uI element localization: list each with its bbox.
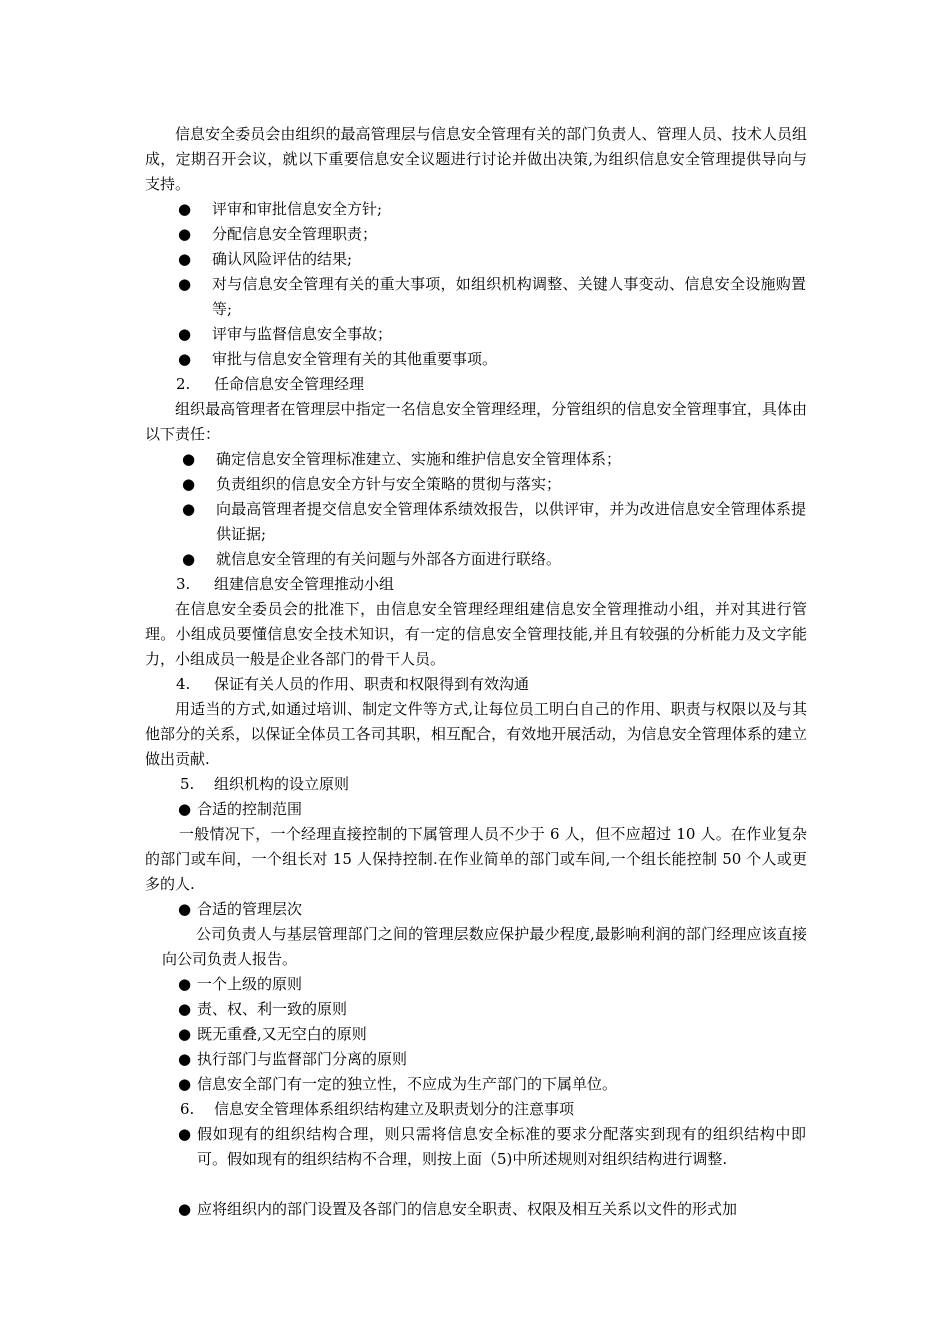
bullet-icon: ● [178, 1075, 192, 1093]
section-heading [180, 772, 349, 797]
bullet-icon: ● [178, 800, 192, 818]
list-item-text: 信息安全部门有一定的独立性，不应成为生产部门的下属单位。 [197, 1075, 618, 1093]
body-paragraph: 组织最高管理者在管理层中指定一名信息安全管理经理，分管组织的信息安全管理事宜，具体由以下责任： [145, 400, 807, 443]
list-item [178, 1122, 806, 1172]
list-item [182, 447, 806, 472]
list-item [182, 547, 806, 572]
list-item [178, 222, 806, 247]
section-heading [176, 372, 364, 397]
list-item [178, 972, 806, 997]
bullet-icon: ● [178, 350, 192, 368]
list-item [178, 197, 806, 222]
list-item [182, 497, 806, 547]
bullet-icon: ● [178, 1000, 192, 1018]
list-item [178, 272, 806, 322]
list-item-text: 应将组织内的部门设置及各部门的信息安全职责、权限及相互关系以文件的形式加 [197, 1200, 738, 1218]
section-number: 4. [176, 675, 191, 693]
list-item-text: 责、权、利一致的原则 [197, 1000, 348, 1018]
section-title: 信息安全管理体系组织结构建立及职责划分的注意事项 [214, 1100, 575, 1118]
list-item-text: 确认风险评估的结果; [212, 250, 353, 268]
list-item-text: 审批与信息安全管理有关的其他重要事项。 [212, 350, 498, 368]
list-item-text: 负责组织的信息安全方针与安全策略的贯彻与落实； [216, 475, 562, 493]
bullet-icon: ● [178, 200, 192, 218]
list-item-text: 评审与监督信息安全事故； [212, 325, 393, 343]
section-title: 组建信息安全管理推动小组 [214, 575, 395, 593]
bullet-icon: ● [178, 1050, 192, 1068]
bullet-icon: ● [182, 550, 196, 568]
body-paragraph: 一般情况下，一个经理直接控制的下属管理人员不少于 6 人，但不应超过 10 人。在作业复杂的部门或车间，一个组长对 15 人保持控制.在作业简单的部门或车间,一个组长能控制 50 个人或更多的人. [145, 825, 807, 893]
bullet-icon: ● [178, 1200, 192, 1218]
list-item-text: 对与信息安全管理有关的重大事项，如组织机构调整、关键人事变动、信息安全设施购置等; [212, 275, 806, 318]
bullet-icon: ● [178, 325, 192, 343]
list-item-text: 执行部门与监督部门分离的原则 [197, 1050, 408, 1068]
section-title: 组织机构的设立原则 [214, 775, 350, 793]
intro-paragraph: 信息安全委员会由组织的最高管理层与信息安全管理有关的部门负责人、管理人员、技术人员组成，定期召开会议，就以下重要信息安全议题进行讨论并做出决策,为组织信息安全管理提供导向与支持。 [145, 125, 807, 193]
list-item [178, 897, 806, 922]
list-item [178, 797, 806, 822]
section-number: 5. [180, 775, 195, 793]
list-item-text: 合适的管理层次 [197, 900, 303, 918]
section-heading [176, 672, 529, 697]
bullet-icon: ● [182, 450, 196, 468]
list-item [178, 247, 806, 272]
list-item-text: 分配信息安全管理职责； [212, 225, 378, 243]
list-item-text: 评审和审批信息安全方针; [212, 200, 383, 218]
section-number: 6. [180, 1100, 195, 1118]
list-item [178, 322, 806, 347]
section-number: 3. [176, 575, 191, 593]
section-title: 保证有关人员的作用、职责和权限得到有效沟通 [214, 675, 530, 693]
bullet-icon: ● [178, 1125, 192, 1143]
body-paragraph: 公司负责人与基层管理部门之间的管理层数应保护最少程度,最影响利润的部门经理应该直接向公司负责人报告。 [162, 925, 807, 968]
body-paragraph: 用适当的方式,如通过培训、制定文件等方式,让每位员工明白自己的作用、职责与权限以及与其他部分的关系，以保证全体员工各司其职，相互配合，有效地开展活动，为信息安全管理体系的建立做出贡献. [145, 700, 807, 768]
list-item-text: 向最高管理者提交信息安全管理体系绩效报告，以供评审，并为改进信息安全管理体系提供证据; [216, 500, 806, 543]
list-item [178, 347, 806, 372]
bullet-icon: ● [178, 900, 192, 918]
list-item-text: 一个上级的原则 [197, 975, 303, 993]
bullet-icon: ● [178, 250, 192, 268]
list-item [178, 1197, 806, 1222]
list-item-text: 合适的控制范围 [197, 800, 303, 818]
list-item [182, 472, 806, 497]
section-heading [180, 1097, 574, 1122]
list-item-text: 就信息安全管理的有关问题与外部各方面进行联络。 [216, 550, 562, 568]
bullet-icon: ● [178, 275, 192, 293]
section-heading [176, 572, 394, 597]
bullet-icon: ● [178, 225, 192, 243]
bullet-icon: ● [182, 475, 196, 493]
section-number: 2. [176, 375, 191, 393]
bullet-icon: ● [178, 1025, 192, 1043]
list-item-text: 假如现有的组织结构合理，则只需将信息安全标准的要求分配落实到现有的组织结构中即可。假如现有的组织结构不合理，则按上面（5)中所述规则对组织结构进行调整. [197, 1125, 806, 1168]
list-item [178, 1072, 806, 1097]
bullet-icon: ● [182, 500, 196, 518]
list-item-text: 既无重叠,又无空白的原则 [197, 1025, 367, 1043]
section-title: 任命信息安全管理经理 [214, 375, 365, 393]
bullet-icon: ● [178, 975, 192, 993]
body-paragraph: 在信息安全委员会的批准下，由信息安全管理经理组建信息安全管理推动小组，并对其进行管理。小组成员要懂信息安全技术知识，有一定的信息安全管理技能,并且有较强的分析能力及文字能力，小组成员一般是企业各部门的骨干人员。 [145, 600, 807, 668]
list-item [178, 1022, 806, 1047]
list-item [178, 997, 806, 1022]
list-item [178, 1047, 806, 1072]
list-item-text: 确定信息安全管理标准建立、实施和维护信息安全管理体系； [216, 450, 622, 468]
